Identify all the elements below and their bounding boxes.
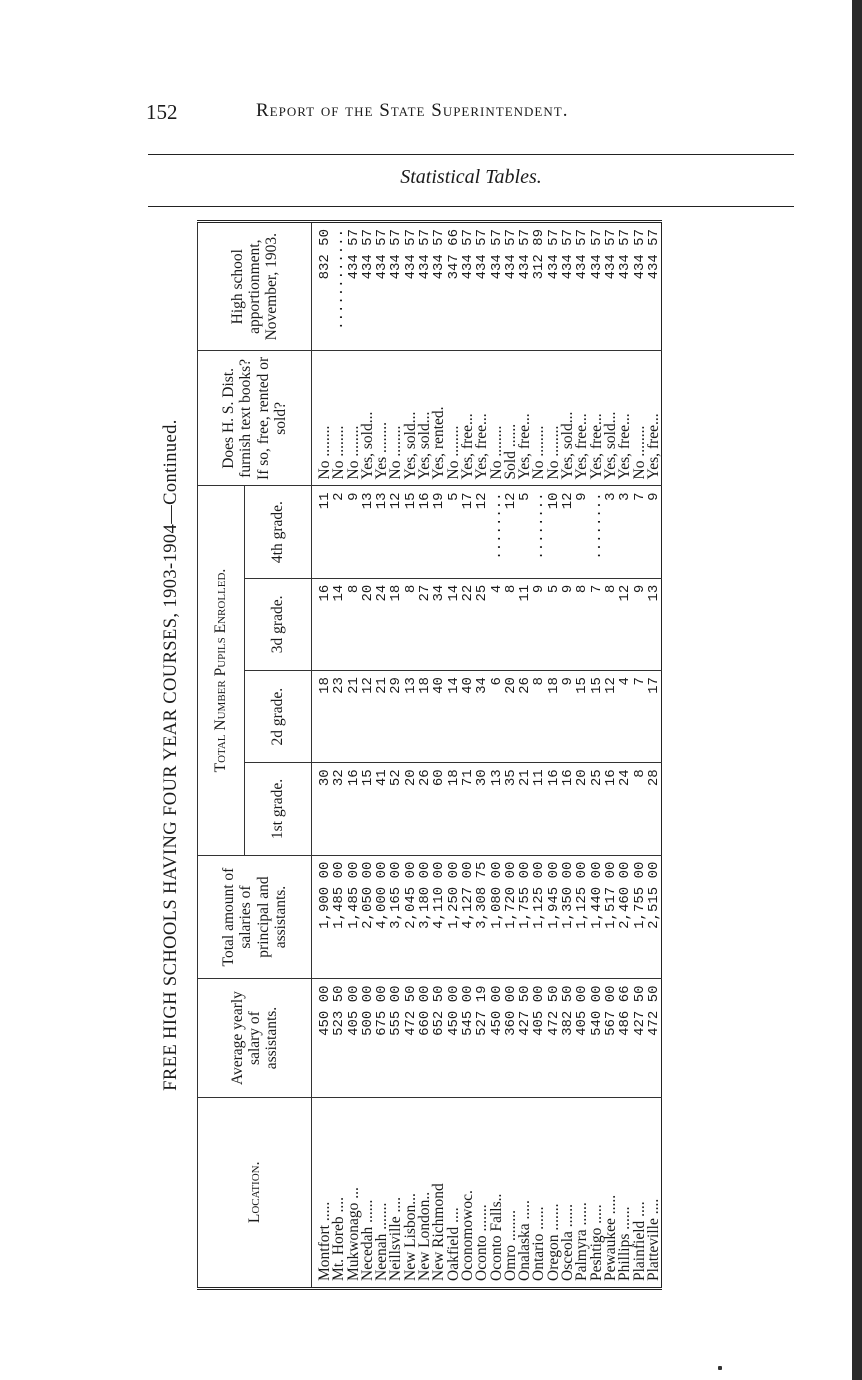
cell-grade3: 20: [361, 578, 375, 670]
cell-apportionment: 434 57: [518, 222, 532, 351]
cell-apportionment: 434 57: [604, 222, 618, 351]
cell-grade1: 30: [475, 763, 489, 855]
cell-total-salary: 1,250 00: [447, 855, 461, 979]
cell-avg-salary: 360 00: [504, 979, 518, 1097]
cell-avg-salary: 567 00: [604, 979, 618, 1097]
cell-grade4: 17: [461, 486, 475, 578]
cell-grade1: 18: [447, 763, 461, 855]
cell-total-salary: 2,050 00: [361, 855, 375, 979]
cell-location: Mukwonago ...: [347, 1097, 361, 1288]
table-row: [375, 222, 389, 1289]
cell-grade2: 9: [561, 671, 575, 763]
cell-apportionment: ............: [332, 222, 346, 351]
cell-textbooks: Yes, free...: [518, 351, 532, 486]
cell-grade2: 12: [361, 671, 375, 763]
table-row: [518, 222, 532, 1289]
cell-avg-salary: 450 00: [447, 979, 461, 1097]
cell-grade1: 8: [633, 763, 647, 855]
table-row: [389, 222, 403, 1289]
cell-location: Peshtigo .....: [590, 1097, 604, 1288]
col-header-grade2: 2d grade.: [245, 671, 312, 763]
cell-grade3: 18: [389, 578, 403, 670]
cell-grade1: 35: [504, 763, 518, 855]
table-row: [618, 222, 632, 1289]
cell-grade1: 13: [490, 763, 504, 855]
cell-total-salary: 2,045 00: [404, 855, 418, 979]
cell-grade1: 21: [518, 763, 532, 855]
cell-grade4: 15: [404, 486, 418, 578]
cell-grade4: 12: [561, 486, 575, 578]
cell-avg-salary: 382 50: [561, 979, 575, 1097]
col-header-textbooks: Does H. S. Dist. furnish text books? If so, free, rented or sold?: [198, 351, 312, 486]
cell-textbooks: Yes, free...: [618, 351, 632, 486]
table-row: [432, 222, 446, 1289]
cell-location: New London..: [418, 1097, 432, 1288]
cell-textbooks: No ........: [547, 351, 561, 486]
page-number: 152: [146, 100, 178, 124]
cell-textbooks: No ........: [347, 351, 361, 486]
cell-grade1: 30: [312, 763, 333, 855]
table-row: [475, 222, 489, 1289]
cell-grade3: 14: [447, 578, 461, 670]
cell-avg-salary: 405 00: [347, 979, 361, 1097]
cell-grade4: 7: [633, 486, 647, 578]
col-header-grade4: 4th grade.: [245, 486, 312, 578]
cell-avg-salary: 652 50: [432, 979, 446, 1097]
cell-textbooks: Yes, free...: [461, 351, 475, 486]
cell-grade3: 34: [432, 578, 446, 670]
cell-grade1: 15: [361, 763, 375, 855]
cell-grade1: 26: [418, 763, 432, 855]
cell-grade2: 18: [418, 671, 432, 763]
cell-total-salary: 3,180 00: [418, 855, 432, 979]
cell-total-salary: 1,945 00: [547, 855, 561, 979]
ink-mark: [718, 1366, 722, 1370]
cell-apportionment: 434 57: [404, 222, 418, 351]
table-row: [418, 222, 432, 1289]
cell-total-salary: 2,515 00: [647, 855, 662, 979]
cell-avg-salary: 675 00: [375, 979, 389, 1097]
cell-grade1: 16: [561, 763, 575, 855]
cell-apportionment: 434 57: [418, 222, 432, 351]
col-header-total-salary: Total amount of salaries of principal and assistants.: [198, 855, 312, 979]
cell-grade1: 71: [461, 763, 475, 855]
cell-total-salary: 1,125 00: [532, 855, 546, 979]
table-row: [575, 222, 589, 1289]
cell-grade2: 21: [375, 671, 389, 763]
cell-grade2: 21: [347, 671, 361, 763]
table-row: [532, 222, 546, 1289]
cell-location: Plainfield ....: [633, 1097, 647, 1288]
table-row: [347, 222, 361, 1289]
cell-grade4: 11: [312, 486, 333, 578]
cell-grade1: 52: [389, 763, 403, 855]
cell-grade3: 8: [504, 578, 518, 670]
cell-location: Osceola ......: [561, 1097, 575, 1288]
col-header-location: Location.: [198, 1097, 312, 1288]
cell-location: Neillsville ....: [389, 1097, 403, 1288]
page-edge-shadow: [852, 0, 862, 1380]
cell-location: New Lisbon...: [404, 1097, 418, 1288]
cell-avg-salary: 523 50: [332, 979, 346, 1097]
cell-grade2: 18: [547, 671, 561, 763]
table-row: [332, 222, 346, 1289]
cell-total-salary: 3,165 00: [389, 855, 403, 979]
cell-grade2: 15: [575, 671, 589, 763]
cell-grade3: 12: [618, 578, 632, 670]
cell-textbooks: No ........: [389, 351, 403, 486]
cell-grade1: 60: [432, 763, 446, 855]
cell-grade3: 25: [475, 578, 489, 670]
cell-total-salary: 1,755 00: [518, 855, 532, 979]
cell-textbooks: Yes, free...: [475, 351, 489, 486]
cell-grade3: 8: [604, 578, 618, 670]
cell-grade1: 20: [575, 763, 589, 855]
cell-grade3: 11: [518, 578, 532, 670]
cell-grade4: 12: [389, 486, 403, 578]
cell-grade1: 24: [618, 763, 632, 855]
header-rule-top: [148, 154, 794, 155]
cell-grade4: ........: [490, 486, 504, 578]
cell-textbooks: Yes, free...: [575, 351, 589, 486]
cell-textbooks: No ........: [332, 351, 346, 486]
cell-grade3: 22: [461, 578, 475, 670]
table-title: FREE HIGH SCHOOLS HAVING FOUR YEAR COURSES, 1903-1904—Continued.: [161, 419, 181, 1091]
cell-total-salary: 1,440 00: [590, 855, 604, 979]
header-rule-bottom: [148, 206, 794, 207]
cell-grade3: 8: [575, 578, 589, 670]
cell-grade4: 5: [447, 486, 461, 578]
cell-textbooks: Yes, sold...: [404, 351, 418, 486]
cell-location: Neenah .......: [375, 1097, 389, 1288]
cell-total-salary: 1,517 00: [604, 855, 618, 979]
cell-grade2: 13: [404, 671, 418, 763]
cell-grade4: 16: [418, 486, 432, 578]
cell-apportionment: 434 57: [633, 222, 647, 351]
cell-location: Montfort .....: [312, 1097, 333, 1288]
cell-grade3: 5: [547, 578, 561, 670]
cell-grade2: 26: [518, 671, 532, 763]
statistics-table: [197, 220, 662, 1290]
cell-grade1: 16: [547, 763, 561, 855]
cell-location: Pewaukee .....: [604, 1097, 618, 1288]
cell-grade2: 34: [475, 671, 489, 763]
cell-textbooks: No ........: [633, 351, 647, 486]
cell-grade4: 10: [547, 486, 561, 578]
cell-grade3: 14: [332, 578, 346, 670]
cell-grade2: 6: [490, 671, 504, 763]
cell-avg-salary: 405 00: [575, 979, 589, 1097]
cell-apportionment: 434 57: [575, 222, 589, 351]
cell-apportionment: 312 89: [532, 222, 546, 351]
cell-avg-salary: 555 00: [389, 979, 403, 1097]
cell-grade4: ........: [532, 486, 546, 578]
cell-apportionment: 434 57: [347, 222, 361, 351]
cell-textbooks: No ........: [312, 351, 333, 486]
cell-avg-salary: 472 50: [647, 979, 662, 1097]
cell-grade4: 9: [647, 486, 662, 578]
cell-grade4: 3: [618, 486, 632, 578]
cell-total-salary: 1,485 00: [332, 855, 346, 979]
cell-location: Phillips ......: [618, 1097, 632, 1288]
cell-total-salary: 4,127 00: [461, 855, 475, 979]
cell-grade4: 19: [432, 486, 446, 578]
cell-grade1: 11: [532, 763, 546, 855]
cell-avg-salary: 450 00: [490, 979, 504, 1097]
cell-grade1: 25: [590, 763, 604, 855]
cell-avg-salary: 427 50: [518, 979, 532, 1097]
cell-total-salary: 3,308 75: [475, 855, 489, 979]
cell-textbooks: Yes, sold...: [361, 351, 375, 486]
cell-grade4: 9: [575, 486, 589, 578]
cell-grade3: 9: [532, 578, 546, 670]
cell-apportionment: 434 57: [504, 222, 518, 351]
cell-location: Oregon .......: [547, 1097, 561, 1288]
cell-apportionment: 434 57: [547, 222, 561, 351]
cell-grade2: 17: [647, 671, 662, 763]
cell-apportionment: 434 57: [361, 222, 375, 351]
cell-textbooks: Yes, sold...: [418, 351, 432, 486]
table-row: [447, 222, 461, 1289]
col-header-avg-salary: Average yearly salary of assistants.: [198, 979, 312, 1097]
cell-location: New Richmond: [432, 1097, 446, 1288]
cell-textbooks: Yes ........: [375, 351, 389, 486]
cell-avg-salary: 540 00: [590, 979, 604, 1097]
cell-grade2: 15: [590, 671, 604, 763]
cell-textbooks: Yes, sold...: [561, 351, 575, 486]
cell-total-salary: 1,900 00: [312, 855, 333, 979]
section-subtitle: Statistical Tables.: [400, 166, 542, 188]
rotated-table-region: [145, 220, 805, 1290]
cell-location: Omro ........: [504, 1097, 518, 1288]
cell-textbooks: Yes, sold...: [604, 351, 618, 486]
cell-location: Platteville ....: [647, 1097, 662, 1288]
cell-apportionment: 434 57: [561, 222, 575, 351]
cell-textbooks: Yes, free...: [590, 351, 604, 486]
table-row: [490, 222, 504, 1289]
col-header-grade3: 3d grade.: [245, 578, 312, 670]
cell-apportionment: 434 57: [490, 222, 504, 351]
table-row: [561, 222, 575, 1289]
cell-grade2: 14: [447, 671, 461, 763]
table-row: [404, 222, 418, 1289]
cell-grade2: 18: [312, 671, 333, 763]
cell-avg-salary: 486 66: [618, 979, 632, 1097]
cell-avg-salary: 527 19: [475, 979, 489, 1097]
cell-apportionment: 347 66: [447, 222, 461, 351]
cell-avg-salary: 500 00: [361, 979, 375, 1097]
cell-apportionment: 434 57: [647, 222, 662, 351]
cell-grade2: 7: [633, 671, 647, 763]
cell-apportionment: 434 57: [375, 222, 389, 351]
table-row: [647, 222, 662, 1289]
cell-textbooks: Yes, free...: [647, 351, 662, 486]
cell-location: Mt. Horeb ....: [332, 1097, 346, 1288]
cell-grade1: 32: [332, 763, 346, 855]
table-row: [461, 222, 475, 1289]
cell-grade2: 40: [461, 671, 475, 763]
cell-apportionment: 434 57: [618, 222, 632, 351]
cell-total-salary: 1,755 00: [633, 855, 647, 979]
cell-avg-salary: 472 50: [547, 979, 561, 1097]
cell-grade1: 28: [647, 763, 662, 855]
cell-grade3: 7: [590, 578, 604, 670]
cell-grade1: 16: [347, 763, 361, 855]
cell-grade4: 2: [332, 486, 346, 578]
cell-grade3: 13: [647, 578, 662, 670]
cell-location: Ontario ......: [532, 1097, 546, 1288]
cell-location: Oconto .......: [475, 1097, 489, 1288]
cell-location: Onalaska .....: [518, 1097, 532, 1288]
table-row: [547, 222, 561, 1289]
cell-avg-salary: 450 00: [312, 979, 333, 1097]
cell-location: Necedah ......: [361, 1097, 375, 1288]
cell-total-salary: 1,125 00: [575, 855, 589, 979]
cell-total-salary: 4,000 00: [375, 855, 389, 979]
cell-grade4: 13: [375, 486, 389, 578]
cell-location: Oconto Falls..: [490, 1097, 504, 1288]
cell-grade2: 4: [618, 671, 632, 763]
cell-grade3: 24: [375, 578, 389, 670]
cell-textbooks: Yes, rented.: [432, 351, 446, 486]
table-row: [504, 222, 518, 1289]
cell-apportionment: 434 57: [590, 222, 604, 351]
cell-total-salary: 4,110 00: [432, 855, 446, 979]
cell-avg-salary: 660 00: [418, 979, 432, 1097]
cell-grade2: 8: [532, 671, 546, 763]
cell-total-salary: 1,350 00: [561, 855, 575, 979]
table-row: [312, 222, 333, 1289]
cell-apportionment: 832 50: [312, 222, 333, 351]
cell-grade3: 27: [418, 578, 432, 670]
col-header-pupils-enrolled: Total Number Pupils Enrolled.: [198, 486, 245, 855]
cell-avg-salary: 405 00: [532, 979, 546, 1097]
cell-grade4: 12: [504, 486, 518, 578]
cell-total-salary: 2,460 00: [618, 855, 632, 979]
cell-grade2: 20: [504, 671, 518, 763]
cell-avg-salary: 427 50: [633, 979, 647, 1097]
cell-apportionment: 434 57: [432, 222, 446, 351]
cell-grade3: 8: [404, 578, 418, 670]
page-header: [146, 100, 796, 130]
cell-location: Oakfield ....: [447, 1097, 461, 1288]
cell-grade4: 9: [347, 486, 361, 578]
cell-avg-salary: 545 00: [461, 979, 475, 1097]
cell-total-salary: 1,720 00: [504, 855, 518, 979]
cell-avg-salary: 472 50: [404, 979, 418, 1097]
cell-grade1: 20: [404, 763, 418, 855]
cell-textbooks: No ........: [490, 351, 504, 486]
table-row: [590, 222, 604, 1289]
cell-apportionment: 434 57: [475, 222, 489, 351]
table-row: [633, 222, 647, 1289]
cell-grade3: 4: [490, 578, 504, 670]
cell-grade4: ........: [590, 486, 604, 578]
cell-grade4: 5: [518, 486, 532, 578]
table-row: [604, 222, 618, 1289]
col-header-apportionment: High school apportionment, November, 1903.: [198, 222, 312, 351]
cell-grade3: 16: [312, 578, 333, 670]
cell-apportionment: 434 57: [389, 222, 403, 351]
cell-grade1: 41: [375, 763, 389, 855]
cell-grade2: 12: [604, 671, 618, 763]
cell-grade4: 12: [475, 486, 489, 578]
cell-grade4: 13: [361, 486, 375, 578]
cell-total-salary: 1,485 00: [347, 855, 361, 979]
cell-location: Oconomowoc.: [461, 1097, 475, 1288]
cell-textbooks: No ........: [532, 351, 546, 486]
cell-location: Palmyra ......: [575, 1097, 589, 1288]
cell-textbooks: Sold ......: [504, 351, 518, 486]
cell-apportionment: 434 57: [461, 222, 475, 351]
cell-grade2: 40: [432, 671, 446, 763]
cell-textbooks: No ........: [447, 351, 461, 486]
cell-grade1: 16: [604, 763, 618, 855]
table-row: [361, 222, 375, 1289]
running-title: Report of the State Superintendent.: [256, 100, 569, 121]
cell-grade2: 23: [332, 671, 346, 763]
cell-grade3: 9: [633, 578, 647, 670]
cell-grade3: 9: [561, 578, 575, 670]
cell-total-salary: 1,080 00: [490, 855, 504, 979]
table-body: [312, 222, 662, 1289]
cell-grade3: 8: [347, 578, 361, 670]
cell-grade4: 3: [604, 486, 618, 578]
cell-grade2: 29: [389, 671, 403, 763]
col-header-grade1: 1st grade.: [245, 763, 312, 855]
